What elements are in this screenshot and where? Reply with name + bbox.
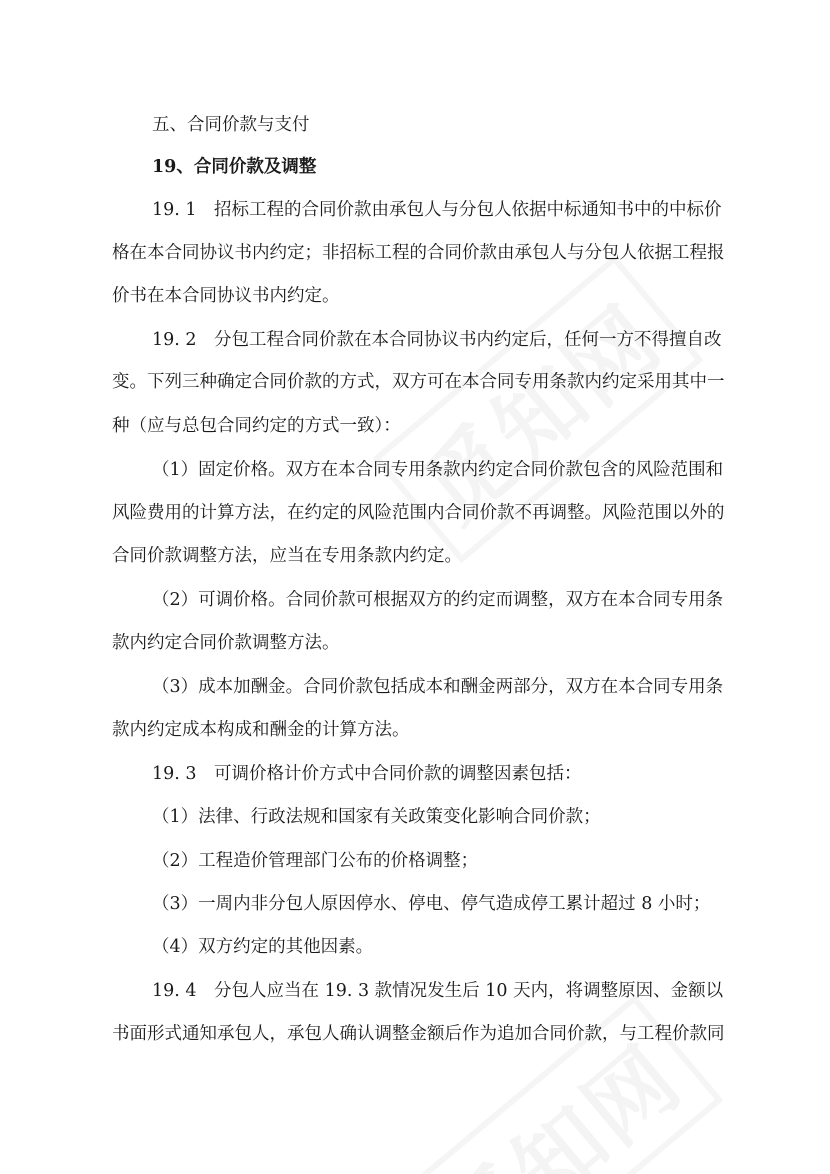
watermark	[393, 995, 724, 1174]
paragraph-line: （3）成本加酬金。合同价款包括成本和酬金两部分，双方在本合同专用条	[152, 677, 724, 697]
paragraph-line: 变。下列三种确定合同价款的方式，双方可在本合同专用条款内约定采用其中一	[112, 372, 725, 392]
paragraph-line: （2）可调价格。合同价款可根据双方的约定而调整，双方在本合同专用条	[152, 590, 724, 610]
paragraph-line: 19. 3 可调价格计价方式中合同价款的调整因素包括：	[152, 764, 582, 784]
paragraph-line: 风险费用的计算方法，在约定的风险范围内合同价款不再调整。风险范围以外的	[112, 503, 725, 523]
subsection-heading: 19、合同价款及调整	[152, 157, 317, 177]
paragraph-line: 种（应与总包合同约定的方式一致）：	[112, 416, 401, 436]
paragraph-line: 格在本合同协议书内约定；非招标工程的合同价款由承包人与分包人依据工程报	[112, 243, 725, 263]
paragraph-line: 书面形式通知承包人，承包人确认调整金额后作为追加合同价款，与工程价款同	[112, 1024, 725, 1044]
list-item: （1）法律、行政法规和国家有关政策变化影响合同价款；	[152, 807, 601, 827]
paragraph-line: 价书在本合同协议书内约定。	[112, 286, 340, 306]
paragraph-line: （1）固定价格。双方在本合同专用条款内约定合同价款包含的风险范围和	[152, 460, 724, 480]
list-item: （2）工程造价管理部门公布的价格调整；	[152, 851, 479, 871]
section-heading: 五、合同价款与支付	[152, 115, 310, 135]
paragraph-line: 款内约定合同价款调整方法。	[112, 633, 340, 653]
paragraph-line: 19. 1 招标工程的合同价款由承包人与分包人依据中标通知书中的中标价	[152, 200, 722, 220]
list-item: （4）双方约定的其他因素。	[152, 937, 374, 957]
paragraph-line: 19. 2 分包工程合同价款在本合同协议书内约定后，任何一方不得擅自改	[152, 330, 722, 350]
list-item: （3）一周内非分包人原因停水、停电、停气造成停工累计超过 8 小时；	[152, 894, 711, 914]
paragraph-line: 19. 4 分包人应当在 19. 3 款情况发生后 10 天内，将调整原因、金额以	[152, 981, 724, 1001]
paragraph-line: 合同价款调整方法，应当在专用条款内约定。	[112, 546, 462, 566]
paragraph-line: 款内约定成本构成和酬金的计算方法。	[112, 720, 410, 740]
